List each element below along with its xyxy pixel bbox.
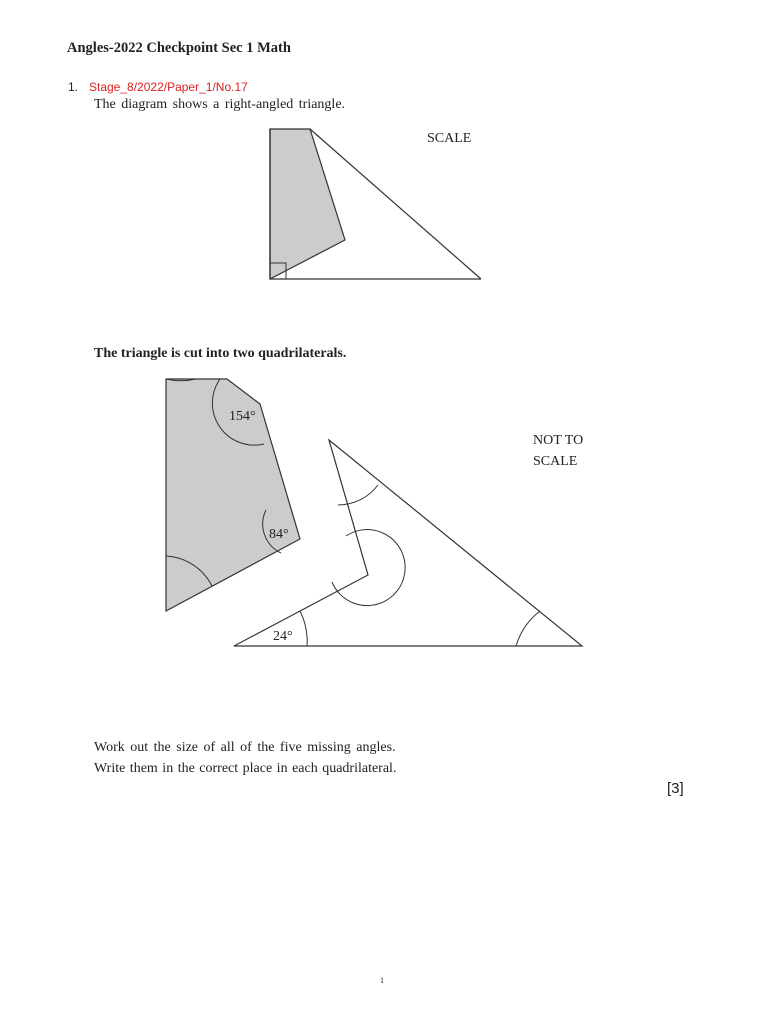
marks-label: [3] xyxy=(667,780,684,797)
not-to-scale-label-line2: SCALE xyxy=(533,454,578,469)
page-title: Angles-2022 Checkpoint Sec 1 Math xyxy=(67,40,291,56)
instruction-line-2: Write them in the correct place in each quadrilateral. xyxy=(94,761,397,776)
quadrilaterals-diagram xyxy=(166,379,583,646)
question-reference: Stage_8/2022/Paper_1/No.17 xyxy=(89,80,248,94)
instruction-line-1: Work out the size of all of the five missing angles. xyxy=(94,740,396,755)
question-intro: The diagram shows a right-angled triangle. xyxy=(94,97,346,112)
right-triangle-diagram xyxy=(270,129,481,279)
shaded-quadrilateral xyxy=(270,129,345,279)
question-number: 1. xyxy=(68,80,79,94)
angle-label-24: 24° xyxy=(273,629,293,644)
cut-statement: The triangle is cut into two quadrilaterals. xyxy=(94,346,347,361)
angle-label-84: 84° xyxy=(269,527,289,542)
scale-label: SCALE xyxy=(427,131,472,146)
page-number: 1 xyxy=(380,976,384,985)
angle-label-154: 154° xyxy=(229,409,256,424)
not-to-scale-label-line1: NOT TO xyxy=(533,433,584,448)
